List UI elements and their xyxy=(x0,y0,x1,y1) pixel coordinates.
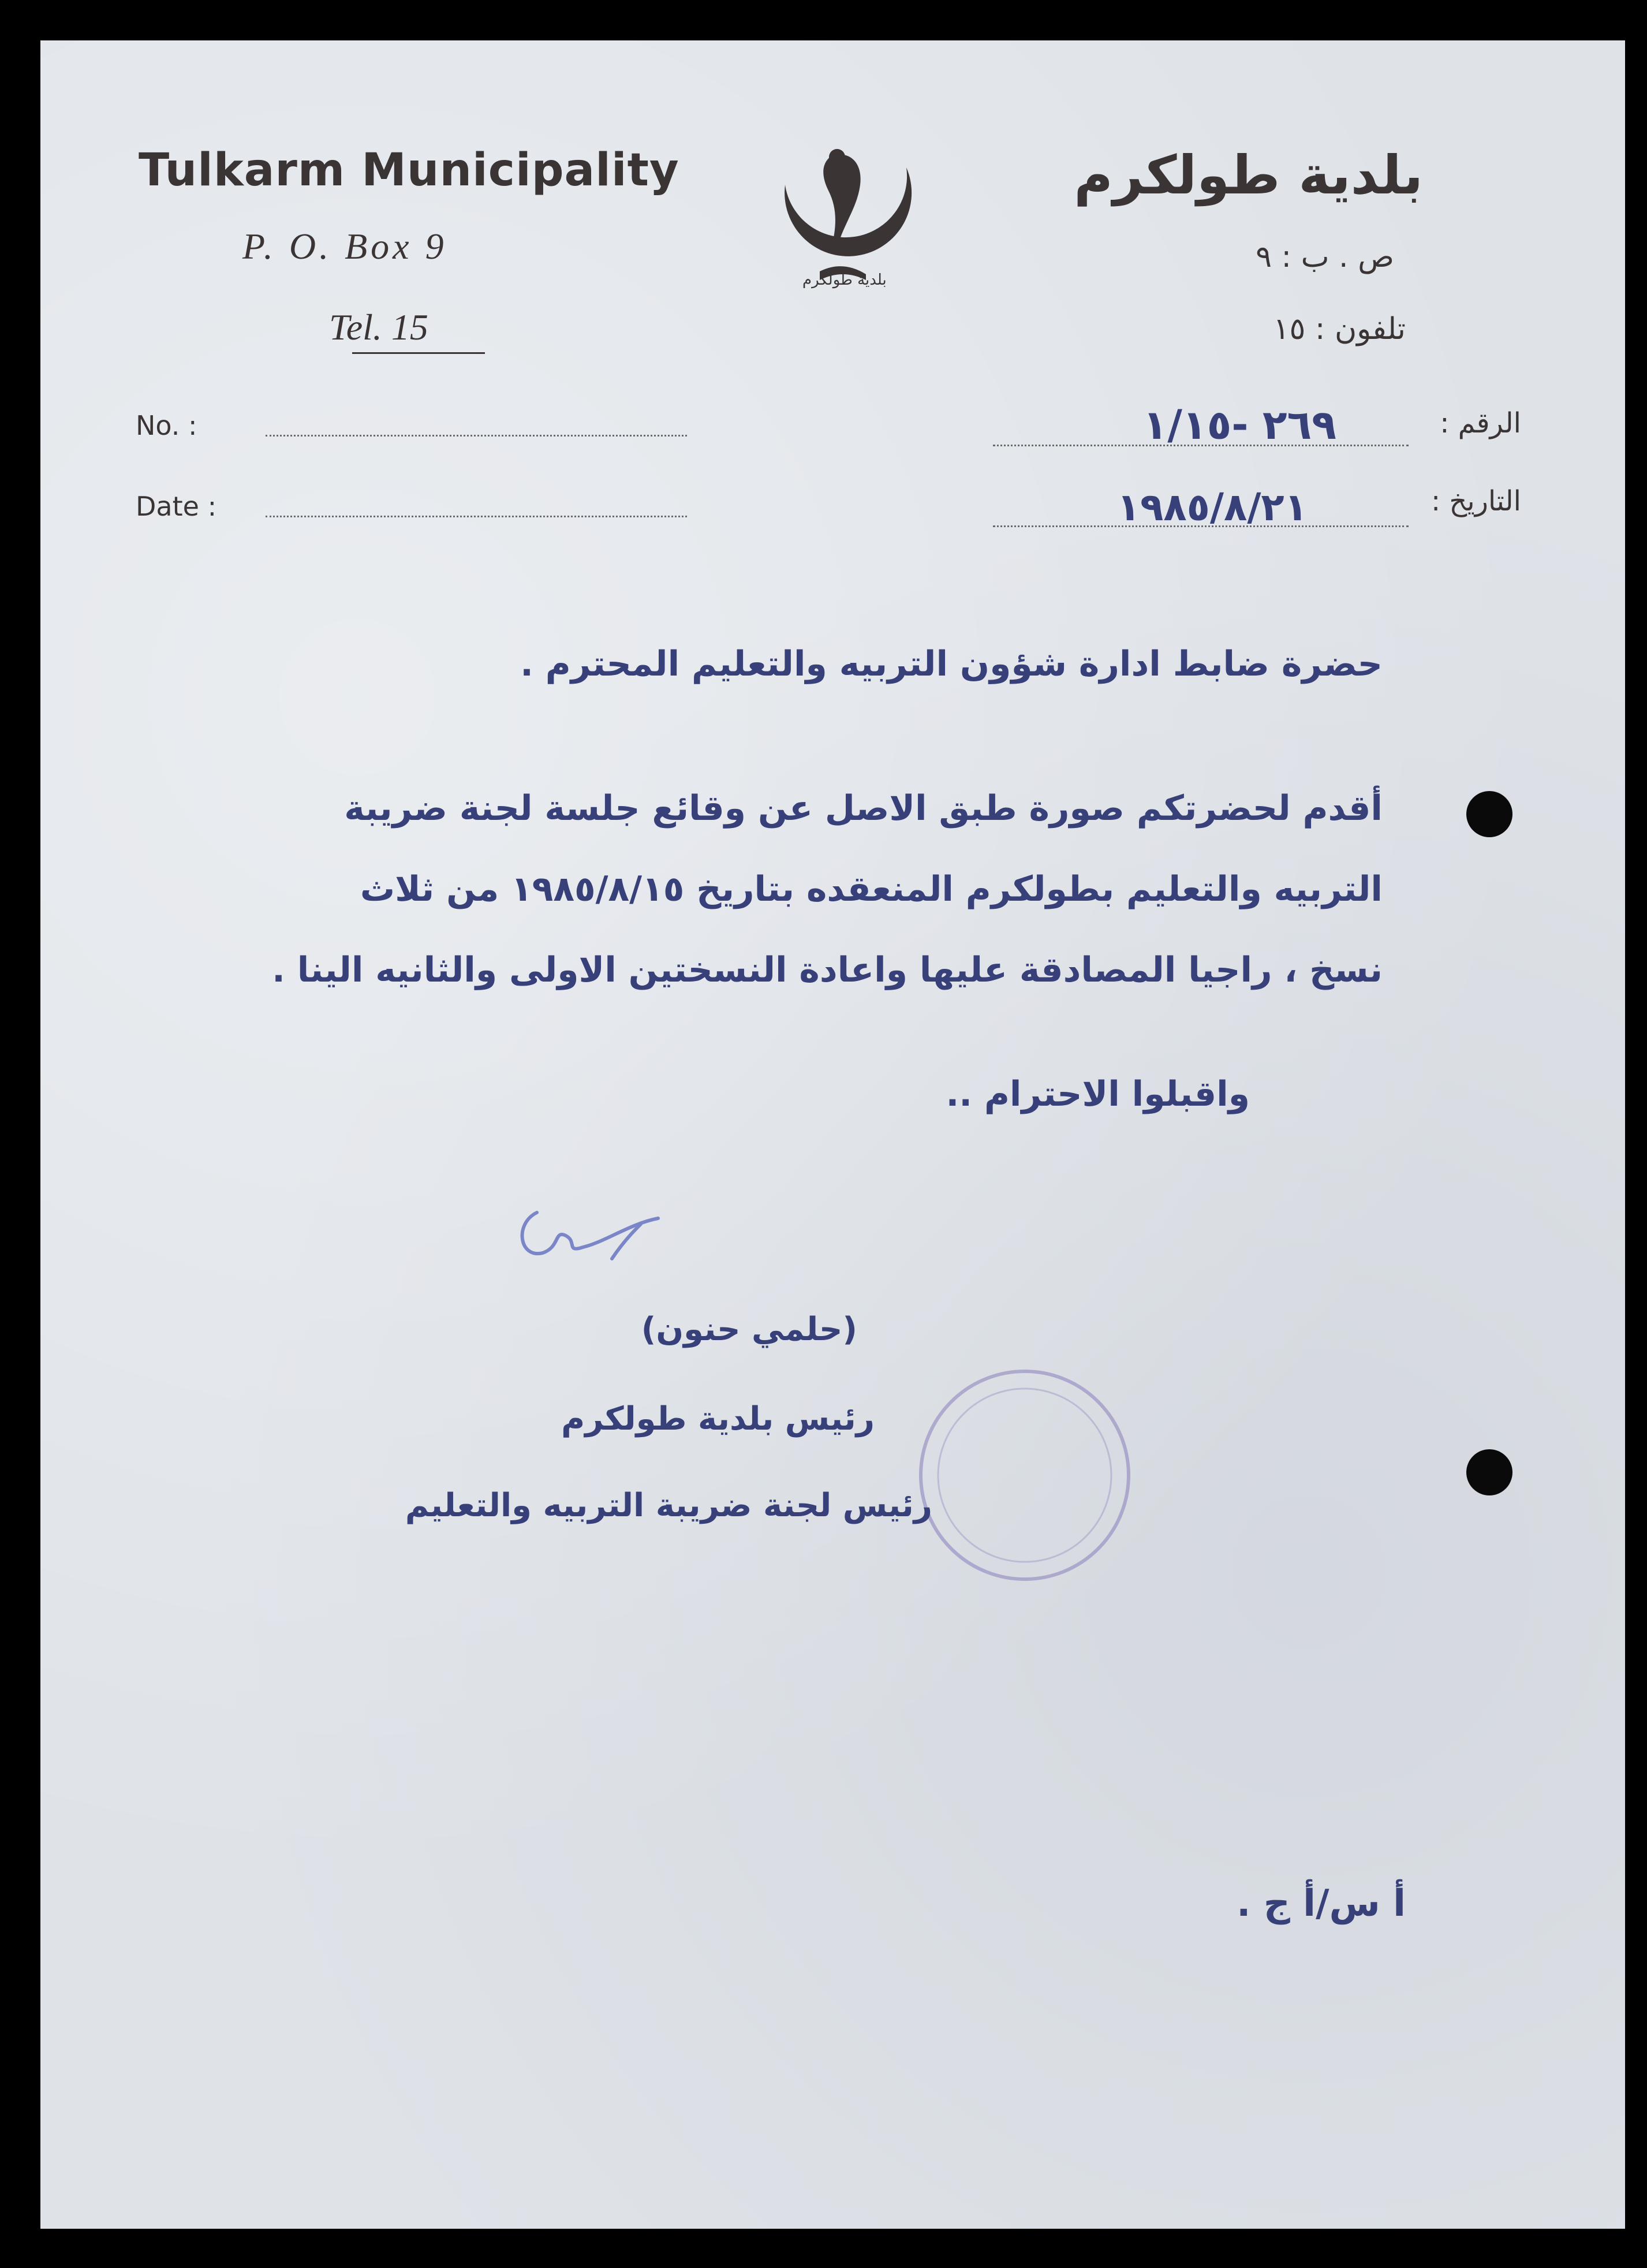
municipality-logo xyxy=(750,115,935,300)
org-name-ar: بلدية طولكرم xyxy=(1074,144,1423,206)
body-line: أقدم لحضرتكم صورة طبق الاصل عن وقائع جلسة لجنة ضريبة xyxy=(344,788,1383,829)
tel-ar: تلفون : ١٥ xyxy=(1273,312,1406,346)
closing: واقبلوا الاحترام .. xyxy=(946,1074,1250,1114)
stamp-circle-icon xyxy=(912,1363,1137,1588)
pobox-en: P. O. Box 9 xyxy=(242,226,447,267)
no-field xyxy=(266,435,687,437)
signatory-name: (حلمي حنون) xyxy=(641,1311,857,1348)
body-line: التربيه والتعليم بطولكرم المنعقده بتاريخ ١٩٨٥/٨/١٥ من ثلاث xyxy=(360,869,1383,909)
official-stamp xyxy=(912,1363,1137,1588)
date-label: Date : xyxy=(136,491,217,522)
number-value-ar: ٢٦٩ -١/١٥ xyxy=(1142,401,1336,449)
letter-page xyxy=(40,40,1625,2229)
reference-initials: أ س/أ ج . xyxy=(1237,1882,1406,1925)
no-label: No. : xyxy=(136,410,197,441)
signature-icon xyxy=(496,1189,704,1282)
org-name-en: Tulkarm Municipality xyxy=(139,144,679,196)
handwritten-signature xyxy=(496,1189,704,1282)
addressee: حضرة ضابط ادارة شؤون التربيه والتعليم المحترم . xyxy=(520,644,1383,684)
signatory-title-2: رئيس لجنة ضريبة التربيه والتعليم xyxy=(405,1487,932,1524)
tel-underline xyxy=(352,352,485,354)
number-label-ar: الرقم : xyxy=(1440,407,1521,439)
body-line: نسخ ، راجيا المصادقة عليها واعادة النسختين الاولى والثانيه الينا . xyxy=(272,950,1383,990)
signatory-title-1: رئيس بلدية طولكرم xyxy=(561,1400,875,1438)
punch-hole-bottom xyxy=(1466,1449,1512,1495)
date-label-ar: التاريخ : xyxy=(1431,485,1521,517)
logo-caption: بلدية طولكرم xyxy=(802,271,887,289)
pobox-ar: ص . ب : ٩ xyxy=(1256,240,1394,274)
tel-en: Tel. 15 xyxy=(329,307,428,348)
date-value-ar: ١٩٨٥/٨/٢١ xyxy=(1116,485,1308,529)
punch-hole-top xyxy=(1466,791,1512,837)
date-field xyxy=(266,516,687,517)
